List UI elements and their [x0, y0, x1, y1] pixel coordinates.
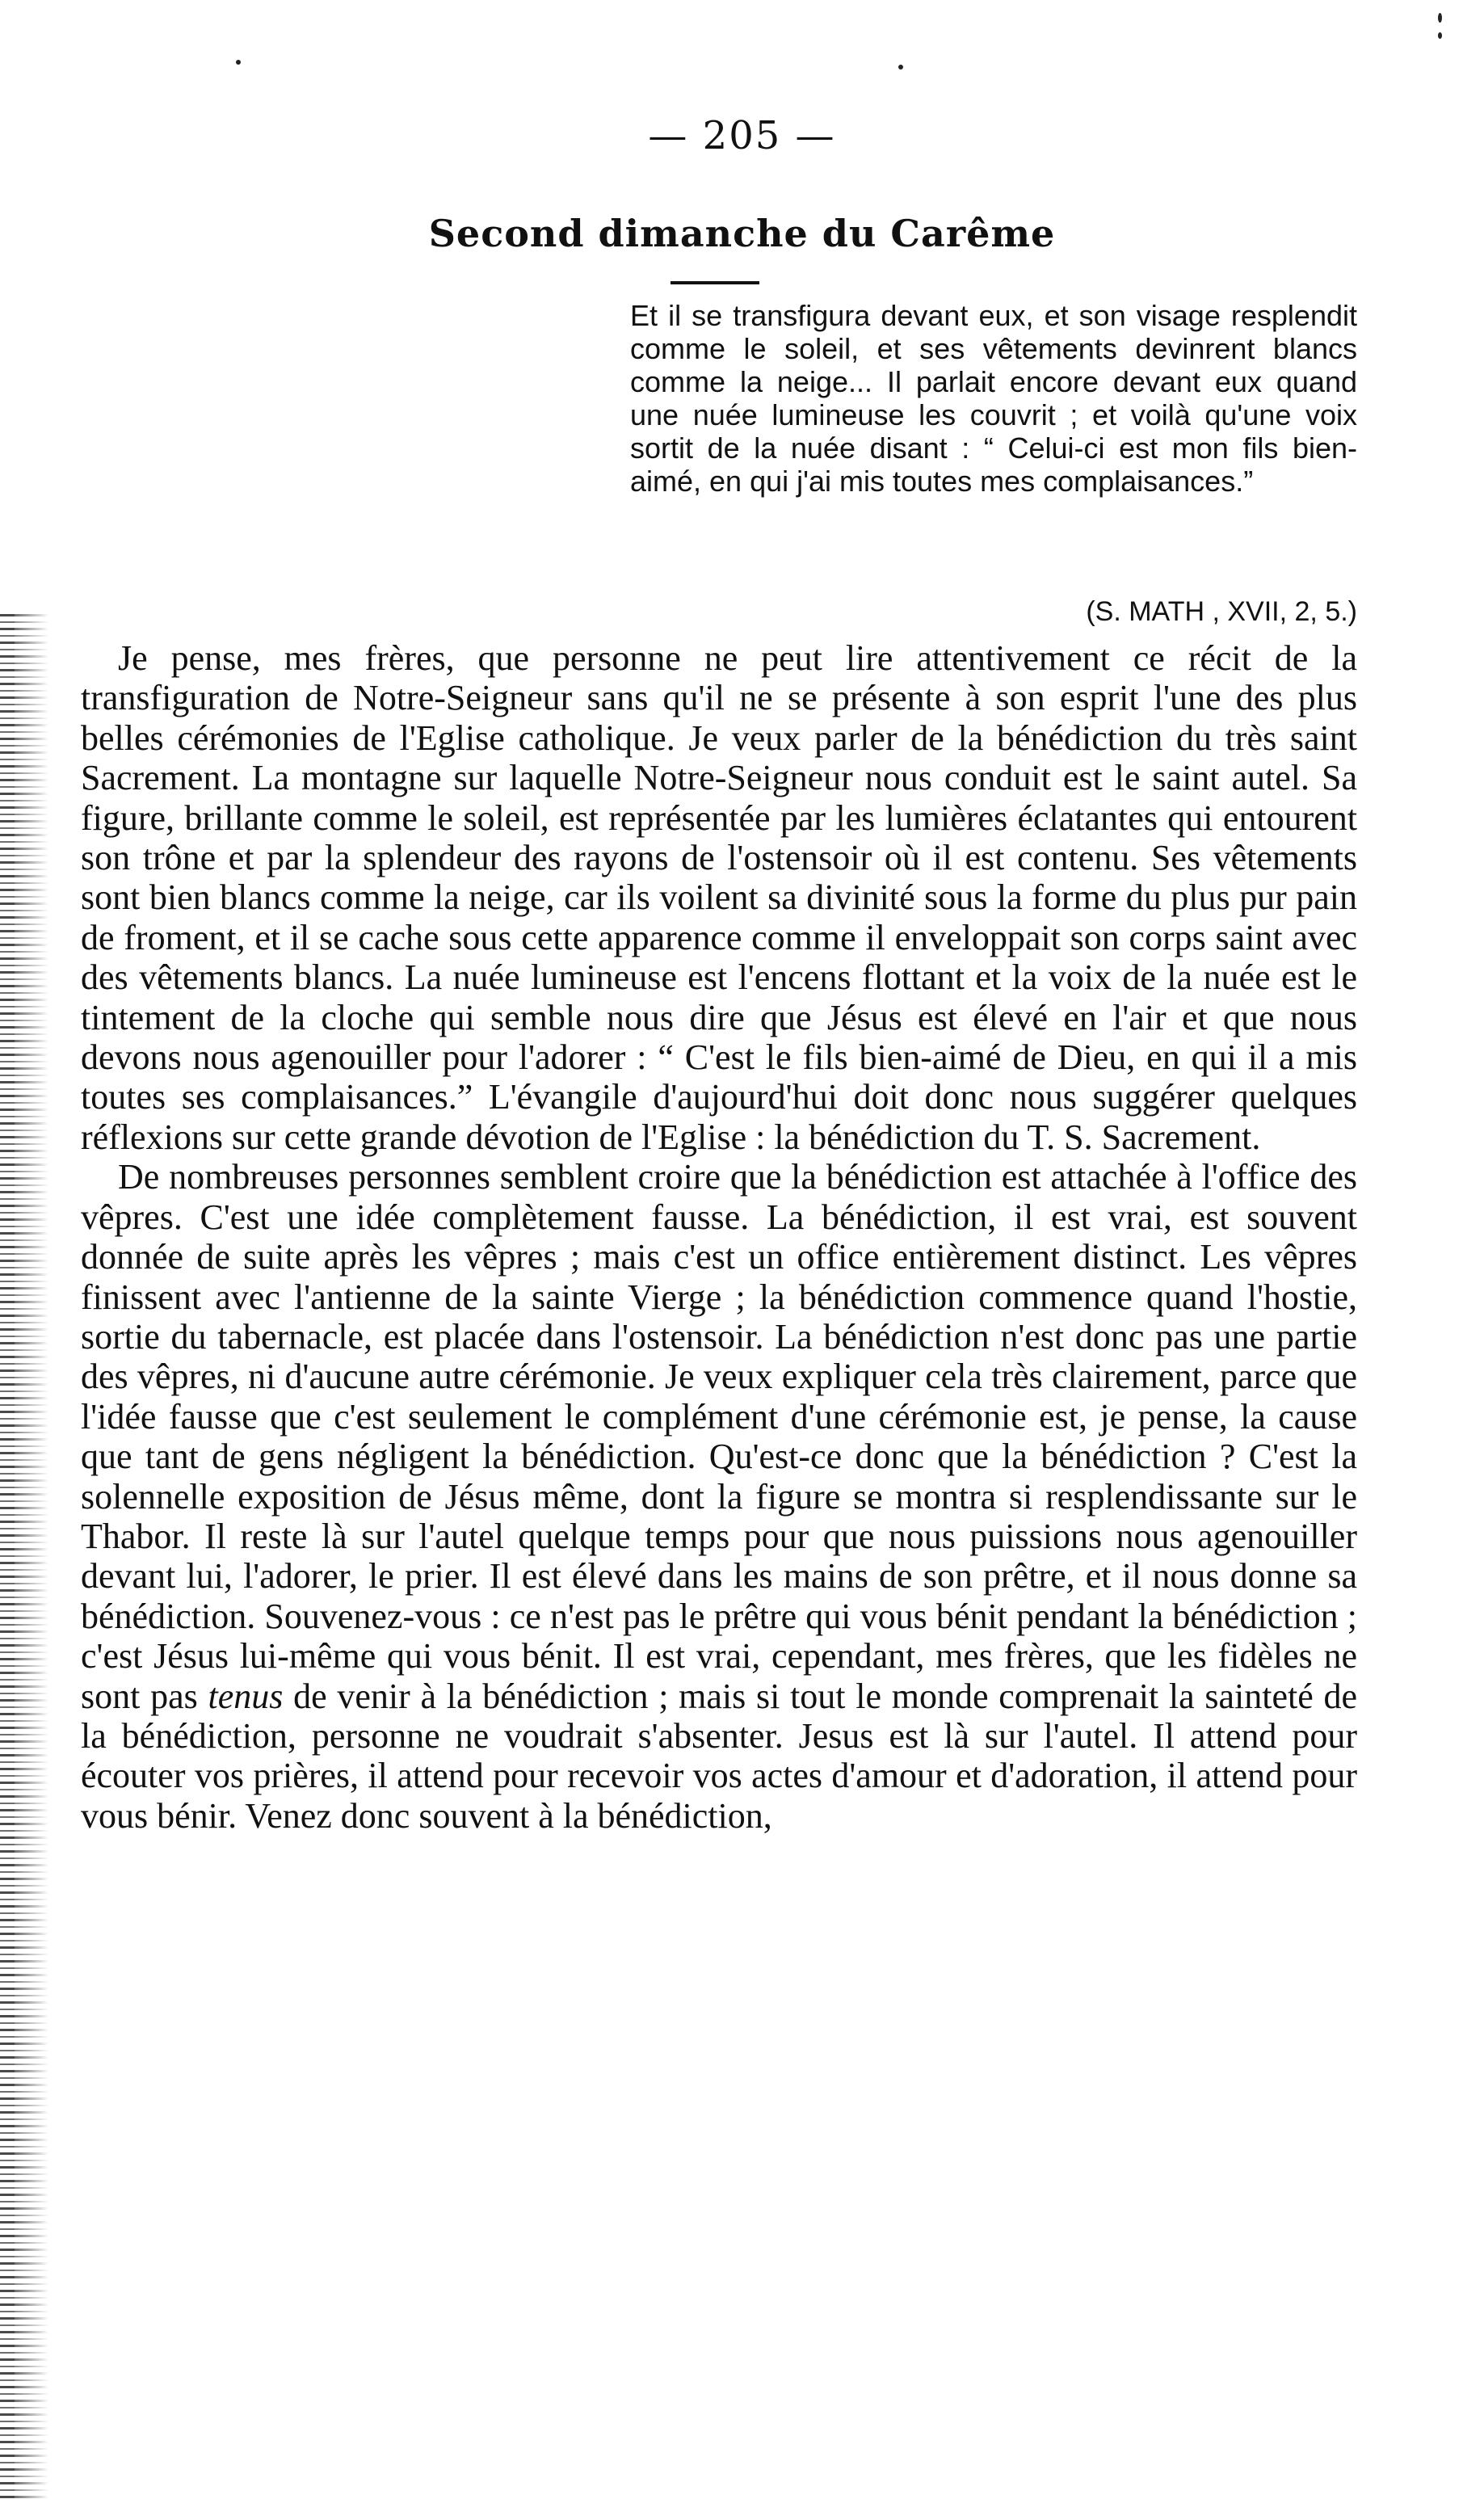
print-speck: [898, 65, 903, 69]
body-paragraph-2: [81, 1157, 1357, 1836]
print-speck: [236, 60, 241, 65]
print-speck: [1438, 13, 1442, 23]
title-divider: [671, 281, 759, 284]
page-binding-edge: [0, 614, 48, 2499]
epigraph-citation: (S. MATH , XVII, 2, 5.): [1086, 596, 1357, 627]
body-paragraph-2-text-a: De nombreuses personnes semblent croire que la bénédiction est attachée à l'office des vêpres. C'est une idée complètement fausse. La bénédiction, il est vrai, est souvent donnée de suite après les vêpres ; mais c'est un office entièrement distinct. Les vêpres finissent avec l'antienne de la sainte Vierge ; la bénédiction commence quand l'hostie, sortie du tabernacle, est placée dans l'ostensoir. La bénédiction n'est donc pas une partie des vêpres, ni d'aucune autre cérémonie. Je veux expliquer cela très clairement, parce que l'idée fausse que c'est seulement le complément d'une cérémonie est, je pense, la cause que tant de gens négligent la bénédiction. Qu'est-ce donc que la bénédiction ? C'est la solennelle exposition de Jésus même, dont la figure se montra si resplendissante sur le Thabor. Il reste là sur l'autel quelque temps pour que nous puissions nous agenouiller devant lui, l'adorer, le prier. Il est élevé dans les mains de son prêtre, et il nous donne sa bénédiction. Souvenez-vous : ce n'est pas le prêtre qui vous bénit pendant la bénédiction ; c'est Jésus lui-même qui vous bénit. Il est vrai, cependant, mes frères, que les fidèles ne sont pas: [81, 1157, 1357, 1716]
print-speck: [1438, 32, 1442, 39]
epigraph-quote: Et il se transfigura devant eux, et son visage resplendit comme le soleil, et ses vêtements devinrent blancs comme la neige... Il parlait encore devant eux quand une nuée lumineuse les couvrit ; et voilà qu'une voix sortit de la nuée disant : “ Celui-ci est mon fils bien-aimé, en qui j'ai mis toutes mes complaisances.”: [630, 299, 1357, 498]
body-paragraph-1: Je pense, mes frères, que personne ne peut lire attentivement ce récit de la transfiguration de Notre-Seigneur sans qu'il ne se présente à son esprit l'une des plus belles cérémonies de l'Eglise catholique. Je veux parler de la bénédiction du très saint Sacrement. La montagne sur laquelle Notre-Seigneur nous conduit est le saint autel. Sa figure, brillante comme le soleil, est représentée par les lumières éclatantes qui entourent son trône et par la splendeur des rayons de l'ostensoir où il est contenu. Ses vêtements sont bien blancs comme la neige, car ils voilent sa divinité sous la forme du plus pur pain de froment, et il se cache sous cette apparence comme il enveloppait son corps saint avec des vêtements blancs. La nuée lumineuse est l'encens flottant et la voix de la nuée est le tintement de la cloche qui semble nous dire que Jésus est élevé en l'air et que nous devons nous agenouiller pour l'adorer : “ C'est le fils bien-aimé de Dieu, en qui il a mis toutes ses complaisances.” L'évangile d'aujourd'hui doit donc nous suggérer quelques réflexions sur cette grande dévotion de l'Eglise : la bénédiction du T. S. Sacrement.: [81, 638, 1357, 1157]
body-paragraph-2-text-b: de venir à la bénédiction ; mais si tout le monde comprenait la sainteté de la bénédiction, personne ne voudrait s'absenter. Jesus est là sur l'autel. Il attend pour écouter vos prières, il attend pour recevoir vos actes d'amour et d'adoration, il attend pour vous bénir. Venez donc souvent à la bénédiction,: [81, 1676, 1358, 1836]
chapter-title: Second dimanche du Carême: [428, 212, 1056, 255]
page-number: — 205 —: [648, 113, 836, 158]
sermon-body: [81, 638, 1357, 1836]
emphasized-word: tenus: [208, 1676, 284, 1716]
